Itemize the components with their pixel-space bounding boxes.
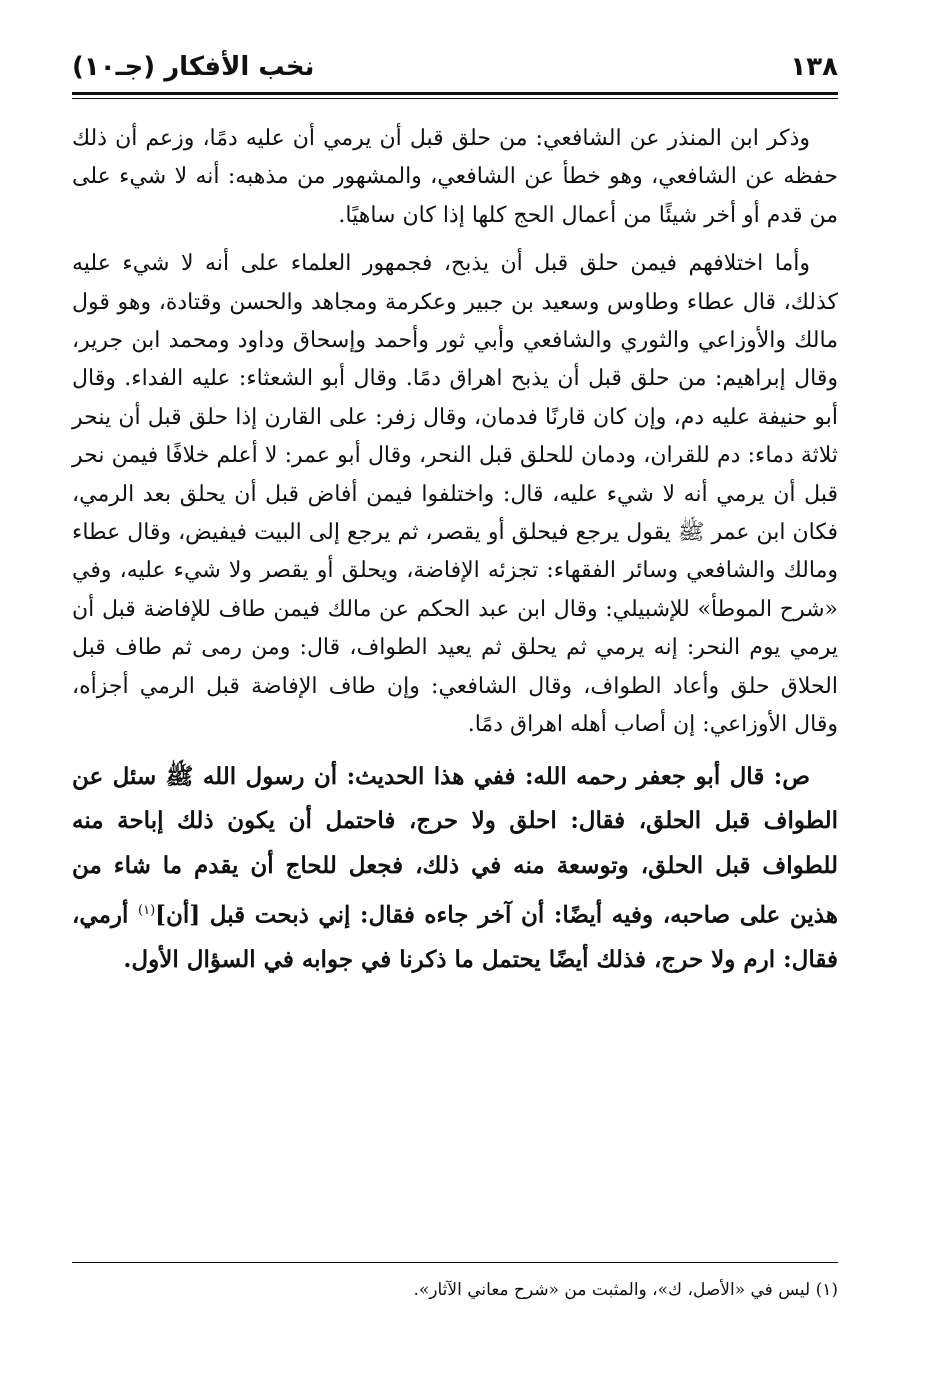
paragraph-3 [72,755,838,984]
paragraph-1: وذكر ابن المنذر عن الشافعي: من حلق قبل أن يرمي أن عليه دمًا، وزعم أن ذلك حفظه عن الشافعي، وهو خطأ عن الشافعي، والمشهور من مذهبه: أنه لا شيء على من قدم أو أخر شيئًا من أعمال الحج كلها إذا كان ساهيًا. [72,126,838,228]
paragraph-2: وأما اختلافهم فيمن حلق قبل أن يذبح، فجمهور العلماء على أنه لا شيء عليه كذلك، قال عطاء وطاوس وسعيد بن جبير وعكرمة ومجاهد والحسن وقتادة، وهو قول مالك والأوزاعي والثوري والشافعي وأبي ثور وأحمد وإسحاق وداود ومحمد ابن جرير، وقال إبراهيم: من حلق قبل أن يذبح اهراق دمًا. وقال أبو الشعثاء: عليه الفداء. وقال أبو حنيفة عليه دم، وإن كان قارنًا فدمان، وقال زفر: على القارن إذا حلق قبل أن ينحر ثلاثة دماء: دم للقران، ودمان للحلق قبل النحر، وقال أبو عمر: لا أعلم خلافًا فيمن نحر قبل أن يرمي أنه لا شيء عليه، قال: واختلفوا فيمن أفاض قبل أن يحلق بعد الرمي، فكان ابن عمر ﷺ يقول يرجع فيحلق أو يقصر، ثم يرجع إلى البيت فيفيض، وقال عطاء ومالك والشافعي وسائر الفقهاء: تجزئه الإفاضة، ويحلق أو يقصر ولا شيء عليه، وفي «شرح الموطأ» للإشبيلي: وقال ابن عبد الحكم عن مالك فيمن طاف للإفاضة قبل أن يرمي يوم النحر: إنه يرمي ثم يحلق ثم يعيد الطواف، قال: ومن رمى ثم طاف قبل الحلاق حلق وأعاد الطواف، وقال الشافعي: وإن طاف الإفاضة قبل الرمي أجزأه، وقال الأوزاعي: إن أصاب أهله اهراق دمًا. [72,251,838,738]
page-header [72,46,838,94]
page-number: ١٣٨ [790,52,838,82]
paragraph-3-text-b: أرمي، فقال: ارم ولا حرج، فذلك أيضًا يحتمل ما ذكرنا في جوابه في السؤال الأول. [72,901,838,974]
paragraph-3-text-a: ص: قال أبو جعفر رحمه الله: ففي هذا الحديث: أن رسول الله ﷺ سئل عن الطواف قبل الحلق، فقال: احلق ولا حرج، فاحتمل أن يكون ذلك إباحة منه للطواف قبل الحلق، وتوسعة منه في ذلك، فجعل للحاج أن يقدم ما شاء من هذين على صاحبه، وفيه أيضًا: أن آخر جاءه فقال: إني ذبحت قبل [أن] [72,762,838,929]
running-title: نخب الأفكار (جـ١٠) [72,52,315,82]
footnote-rule [72,1262,838,1263]
main-text [72,120,838,983]
footnote-marker: (١) [138,902,156,918]
header-rule-thick [72,92,838,95]
header-rule-thin [72,98,838,99]
footnote: (١) ليس في «الأصل، ك»، والمثبت من «شرح معاني الآثار». [413,1280,838,1300]
